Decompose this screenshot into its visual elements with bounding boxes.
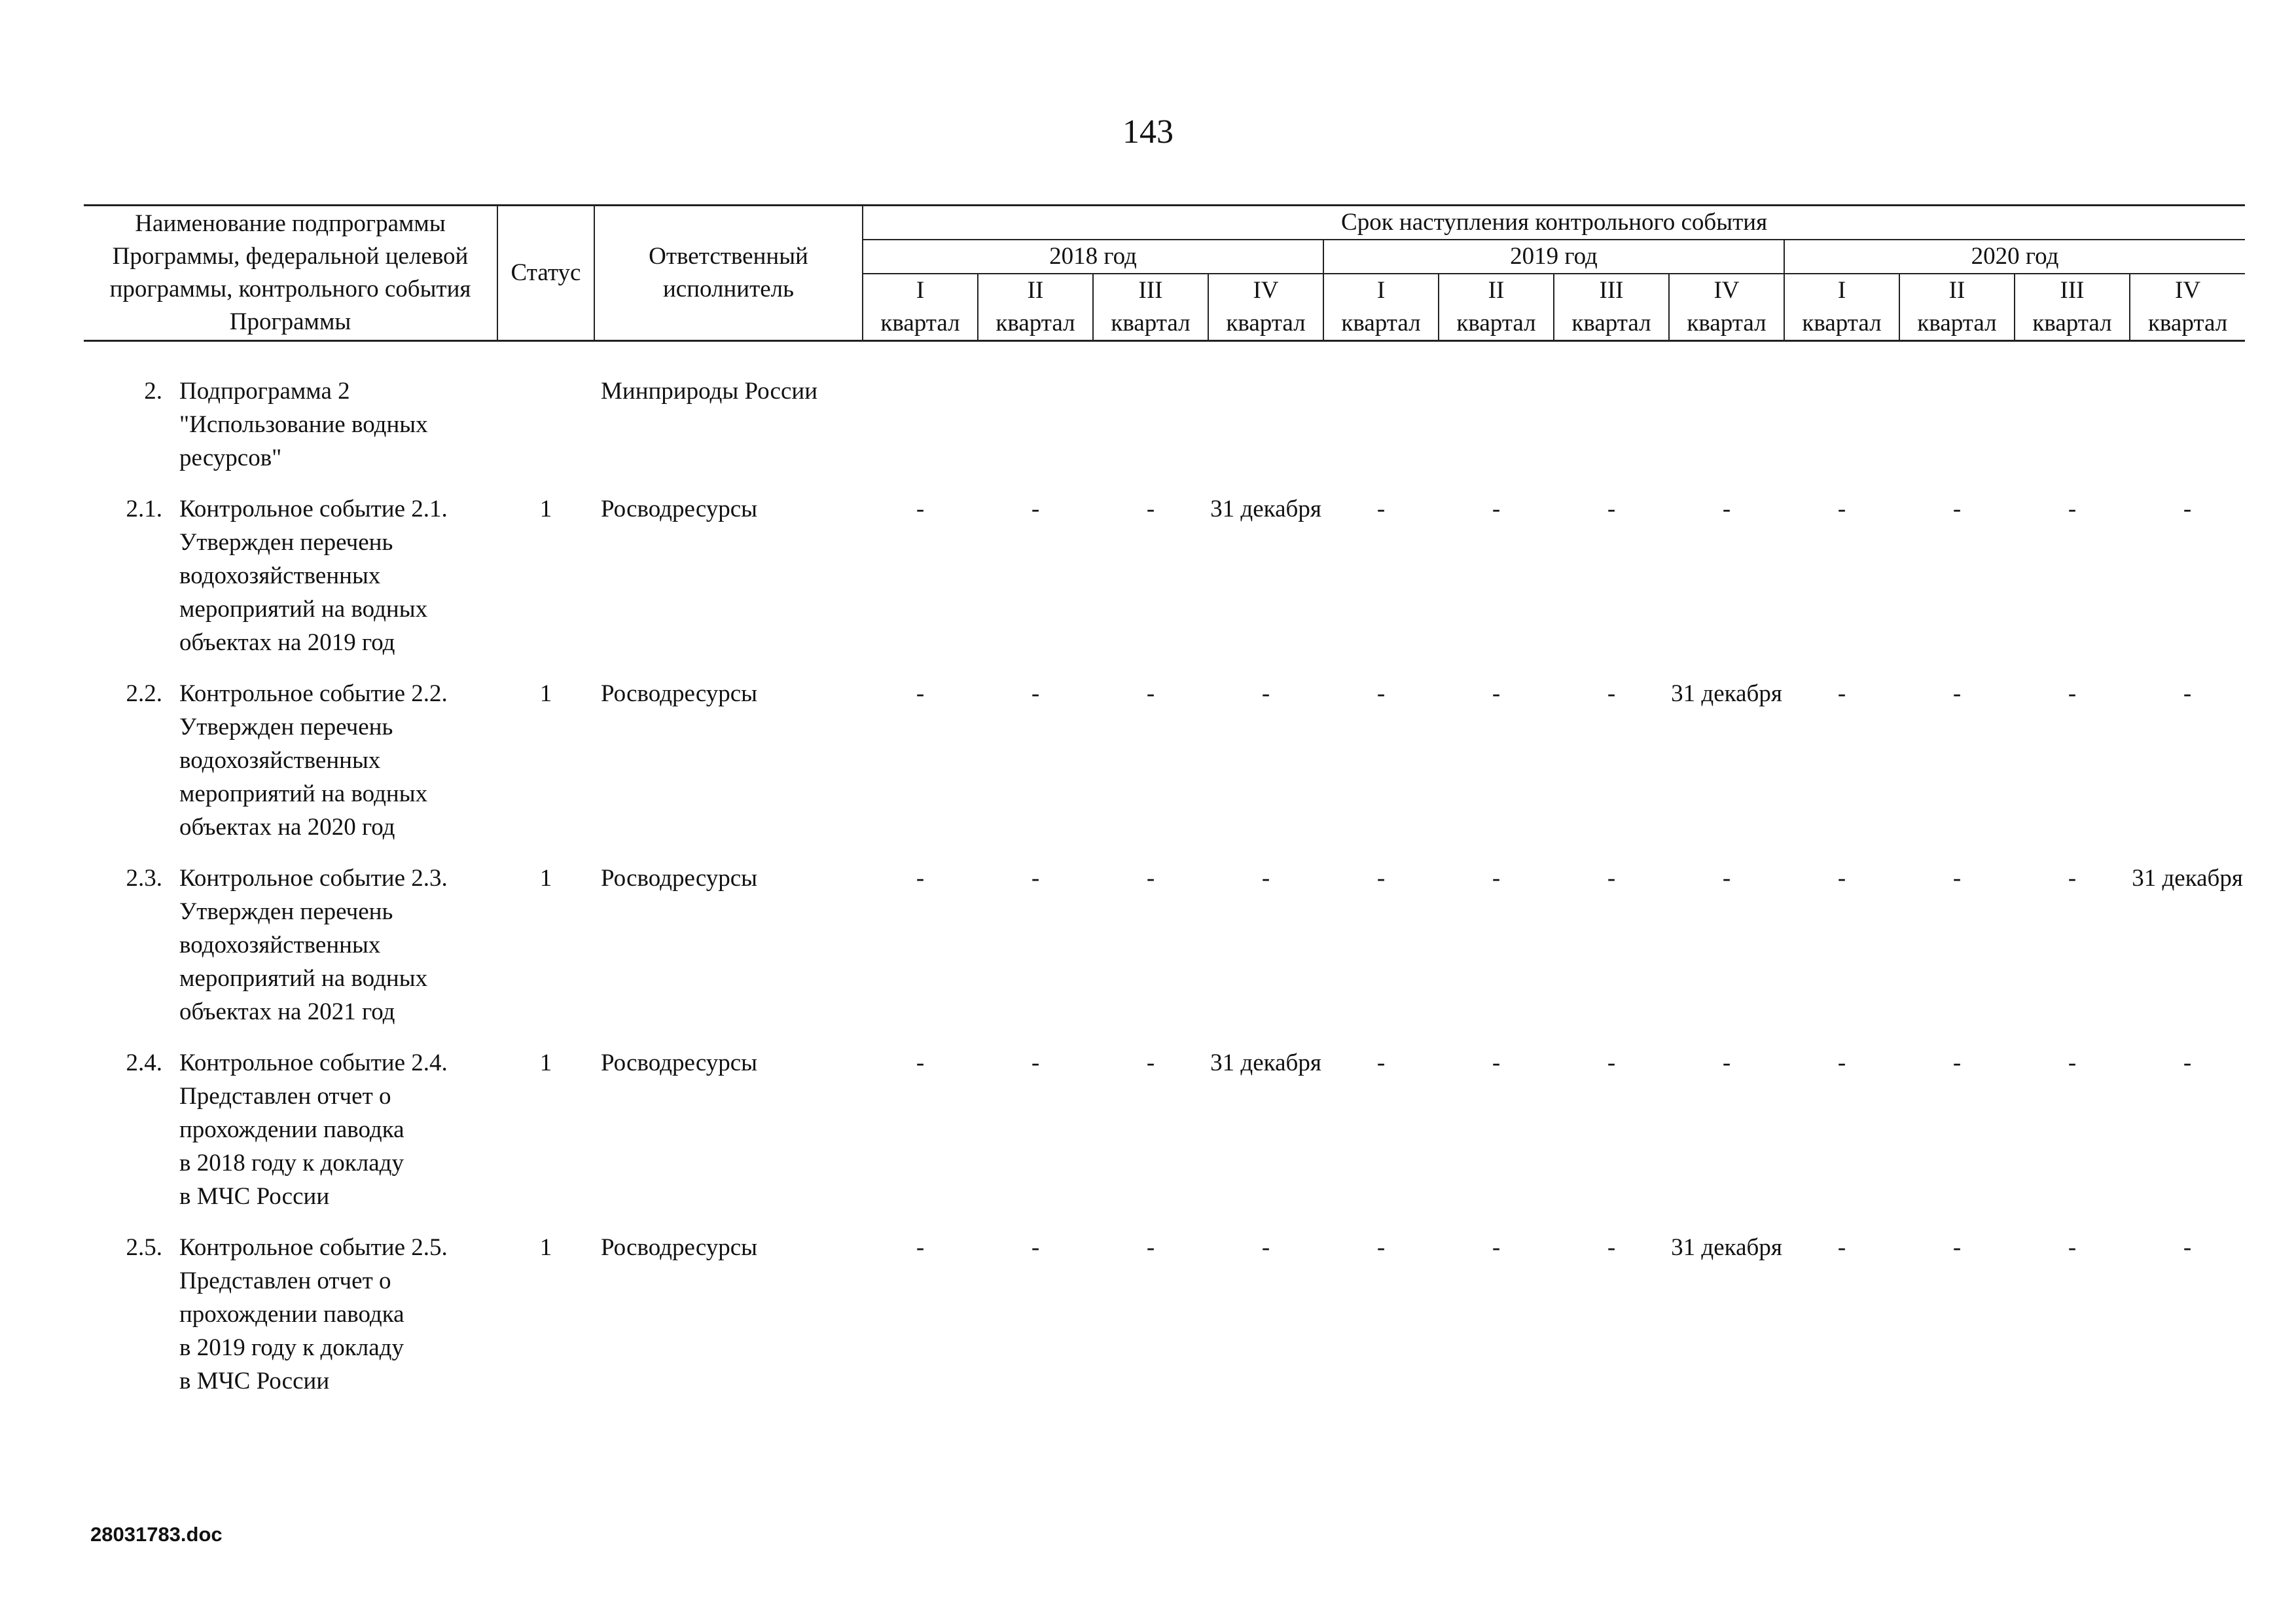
event-name-line: водохозяйственных — [179, 932, 381, 958]
quarter-numeral: I — [1837, 277, 1846, 304]
row-number: 2.4. — [126, 1049, 162, 1076]
event-name-line: Контрольное событие 2.5. — [179, 1234, 448, 1261]
deadline-cell — [2015, 341, 2130, 493]
deadline-cell: 31 декабря — [1210, 1049, 1321, 1076]
executor-cell: Росводресурсы — [601, 1049, 758, 1076]
event-name — [171, 677, 448, 844]
event-name-line: Контрольное событие 2.1. — [179, 496, 448, 522]
event-name-line: в 2019 году к докладу — [179, 1334, 404, 1361]
event-name — [171, 492, 448, 659]
deadline-cell: - — [2068, 865, 2077, 892]
header-quarter — [2130, 274, 2245, 341]
deadline-cell: - — [1607, 1049, 1616, 1076]
control-events-table-wrapper — [84, 204, 2245, 1415]
deadline-cell: - — [1261, 680, 1270, 707]
quarter-numeral: IV — [2175, 277, 2201, 304]
deadline-cell: - — [1837, 680, 1846, 707]
deadline-cell: - — [1837, 865, 1846, 892]
deadline-cell: 31 декабря — [1671, 1234, 1782, 1261]
deadline-cell: - — [1837, 1234, 1846, 1261]
deadline-cell — [863, 341, 978, 493]
event-name — [171, 1046, 448, 1213]
control-events-table — [84, 204, 2245, 1415]
status-cell: 1 — [539, 1234, 552, 1261]
quarter-label: квартал — [1687, 310, 1767, 337]
header-name-column: Наименование подпрограммы Программы, федеральной целевой программы, контрольного события Программы — [84, 206, 497, 341]
deadline-cell: - — [916, 1049, 925, 1076]
deadline-cell — [1093, 341, 1208, 493]
deadline-cell: - — [1837, 1049, 1846, 1076]
quarter-label: квартал — [1111, 310, 1191, 337]
deadline-cell: - — [1492, 1049, 1501, 1076]
deadline-cell: - — [916, 680, 925, 707]
header-quarter — [863, 274, 978, 341]
event-name-cell — [84, 862, 497, 1046]
event-name — [171, 374, 428, 475]
deadline-cell: - — [1492, 680, 1501, 707]
deadline-cell: - — [1952, 1234, 1962, 1261]
deadline-cell: - — [1146, 1234, 1155, 1261]
event-name-line: Контрольное событие 2.3. — [179, 865, 448, 892]
quarter-label: квартал — [1802, 310, 1882, 337]
deadline-cell: - — [1722, 496, 1731, 522]
deadline-cell: - — [1146, 680, 1155, 707]
event-name-line: мероприятий на водных — [179, 596, 428, 623]
header-quarter — [2015, 274, 2130, 341]
deadline-cell — [1208, 341, 1323, 493]
quarter-numeral: III — [1138, 277, 1163, 304]
event-name-cell — [84, 1231, 497, 1415]
quarter-label: квартал — [1341, 310, 1421, 337]
deadline-cell: - — [1146, 865, 1155, 892]
deadline-cell: - — [1607, 865, 1616, 892]
quarter-numeral: III — [1599, 277, 1624, 304]
deadline-cell: - — [1952, 1049, 1962, 1076]
event-name-line: Представлен отчет о — [179, 1267, 391, 1294]
deadline-cell: - — [916, 1234, 925, 1261]
quarter-numeral: II — [1488, 277, 1505, 304]
quarter-numeral: II — [1948, 277, 1965, 304]
deadline-cell: - — [1607, 680, 1616, 707]
header-quarter — [1784, 274, 1899, 341]
deadline-cell — [1669, 341, 1784, 493]
header-quarter — [1554, 274, 1669, 341]
deadline-cell: - — [1607, 496, 1616, 522]
deadline-cell: - — [1031, 496, 1040, 522]
deadline-cell — [2130, 341, 2245, 493]
event-name-line: в МЧС России — [179, 1183, 330, 1210]
executor-cell: Росводресурсы — [601, 680, 758, 707]
quarter-label: квартал — [2147, 310, 2228, 337]
deadline-cell: - — [1722, 1049, 1731, 1076]
deadline-cell: - — [2183, 1234, 2192, 1261]
deadline-cell — [978, 341, 1093, 493]
quarter-label: квартал — [1226, 310, 1306, 337]
header-deadline-column: Срок наступления контрольного события — [863, 206, 2245, 240]
header-quarter — [1093, 274, 1208, 341]
event-name-line: мероприятий на водных — [179, 965, 428, 992]
table-header — [84, 206, 2245, 341]
quarter-numeral: IV — [1713, 277, 1740, 304]
deadline-cell — [1784, 341, 1899, 493]
event-name-line: мероприятий на водных — [179, 780, 428, 807]
status-cell: 1 — [539, 680, 552, 707]
quarter-label: квартал — [2032, 310, 2112, 337]
header-year-2018: 2018 год — [863, 240, 1323, 274]
event-name-line: в МЧС России — [179, 1368, 330, 1395]
deadline-cell: 31 декабря — [1210, 496, 1321, 522]
quarter-numeral: III — [2060, 277, 2085, 304]
deadline-cell: 31 декабря — [2132, 865, 2243, 892]
header-quarter — [1439, 274, 1554, 341]
event-name-line: Утвержден перечень — [179, 714, 393, 740]
deadline-cell — [1323, 341, 1439, 493]
event-name-line: Контрольное событие 2.4. — [179, 1049, 448, 1076]
status-cell — [497, 341, 594, 493]
header-quarter — [1323, 274, 1439, 341]
deadline-cell: - — [916, 496, 925, 522]
table-row — [84, 1046, 2245, 1231]
deadline-cell: - — [1952, 680, 1962, 707]
deadline-cell: - — [1722, 865, 1731, 892]
deadline-cell: - — [2183, 496, 2192, 522]
row-number: 2.3. — [126, 865, 162, 892]
event-name-cell — [84, 341, 497, 493]
event-name-cell — [84, 1046, 497, 1231]
deadline-cell: - — [1492, 865, 1501, 892]
row-number: 2.2. — [126, 680, 162, 707]
deadline-cell: - — [2068, 1234, 2077, 1261]
row-number: 2.1. — [126, 496, 162, 522]
quarter-label: квартал — [996, 310, 1075, 337]
quarter-label: квартал — [880, 310, 960, 337]
table-row — [84, 862, 2245, 1046]
event-name-line: водохозяйственных — [179, 562, 381, 589]
quarter-label: квартал — [1917, 310, 1997, 337]
deadline-cell: - — [1952, 865, 1962, 892]
event-name-line: в 2018 году к докладу — [179, 1150, 404, 1176]
deadline-cell — [1439, 341, 1554, 493]
table-row — [84, 677, 2245, 862]
header-quarter — [1669, 274, 1784, 341]
deadline-cell: - — [2183, 1049, 2192, 1076]
deadline-cell: - — [1261, 1234, 1270, 1261]
status-cell: 1 — [539, 496, 552, 522]
event-name-cell — [84, 677, 497, 862]
deadline-cell: - — [1031, 680, 1040, 707]
executor-cell: Минприроды России — [601, 378, 817, 405]
header-year-2020: 2020 год — [1784, 240, 2245, 274]
event-name — [171, 1231, 448, 1398]
deadline-cell: - — [1376, 1234, 1386, 1261]
quarter-numeral: I — [916, 277, 925, 304]
deadline-cell: - — [1492, 1234, 1501, 1261]
table-row — [84, 341, 2245, 493]
deadline-cell: - — [1837, 496, 1846, 522]
deadline-cell — [1554, 341, 1669, 493]
event-name-cell — [84, 492, 497, 677]
quarter-label: квартал — [1571, 310, 1651, 337]
header-year-2019: 2019 год — [1323, 240, 1784, 274]
deadline-cell: 31 декабря — [1671, 680, 1782, 707]
event-name-line: объектах на 2020 год — [179, 814, 395, 841]
event-name-line: водохозяйственных — [179, 747, 381, 774]
event-name-line: Утвержден перечень — [179, 898, 393, 925]
row-number: 2.5. — [126, 1234, 162, 1261]
deadline-cell: - — [1492, 496, 1501, 522]
deadline-cell: - — [1607, 1234, 1616, 1261]
deadline-cell: - — [916, 865, 925, 892]
table-row — [84, 1231, 2245, 1415]
page-number: 143 — [1122, 113, 1174, 151]
deadline-cell: - — [1376, 680, 1386, 707]
deadline-cell: - — [1146, 496, 1155, 522]
event-name-line: Утвержден перечень — [179, 529, 393, 556]
event-name — [171, 862, 448, 1029]
deadline-cell: - — [2068, 496, 2077, 522]
executor-cell: Росводресурсы — [601, 1234, 758, 1261]
deadline-cell: - — [1376, 1049, 1386, 1076]
event-name-line: "Использование водных — [179, 411, 428, 438]
document-code: 28031783.doc — [90, 1523, 223, 1546]
quarter-numeral: II — [1027, 277, 1044, 304]
deadline-cell: - — [1031, 1049, 1040, 1076]
quarter-numeral: I — [1376, 277, 1386, 304]
event-name-line: прохождении паводка — [179, 1301, 404, 1328]
deadline-cell: - — [1952, 496, 1962, 522]
deadline-cell: - — [1376, 865, 1386, 892]
quarter-label: квартал — [1456, 310, 1536, 337]
header-status-column: Статус — [497, 206, 594, 341]
deadline-cell: - — [2068, 680, 2077, 707]
executor-cell: Росводресурсы — [601, 496, 758, 522]
row-number: 2. — [144, 378, 162, 405]
deadline-cell: - — [2183, 680, 2192, 707]
event-name-line: Представлен отчет о — [179, 1083, 391, 1110]
deadline-cell: - — [1031, 865, 1040, 892]
executor-cell: Росводресурсы — [601, 865, 758, 892]
event-name-line: Контрольное событие 2.2. — [179, 680, 448, 707]
deadline-cell: - — [1261, 865, 1270, 892]
event-name-line: прохождении паводка — [179, 1116, 404, 1143]
quarter-numeral: IV — [1253, 277, 1279, 304]
deadline-cell: - — [2068, 1049, 2077, 1076]
event-name-line: Подпрограмма 2 — [179, 378, 350, 405]
event-name-line: объектах на 2019 год — [179, 629, 395, 656]
table-row — [84, 492, 2245, 677]
header-quarter — [1899, 274, 2015, 341]
header-quarter — [1208, 274, 1323, 341]
deadline-cell — [1899, 341, 2015, 493]
deadline-cell: - — [1146, 1049, 1155, 1076]
event-name-line: объектах на 2021 год — [179, 998, 395, 1025]
deadline-cell: - — [1376, 496, 1386, 522]
status-cell: 1 — [539, 865, 552, 892]
header-executor-column: Ответственный исполнитель — [594, 206, 863, 341]
header-quarter — [978, 274, 1093, 341]
status-cell: 1 — [539, 1049, 552, 1076]
deadline-cell: - — [1031, 1234, 1040, 1261]
table-body — [84, 341, 2245, 1416]
event-name-line: ресурсов" — [179, 445, 282, 471]
